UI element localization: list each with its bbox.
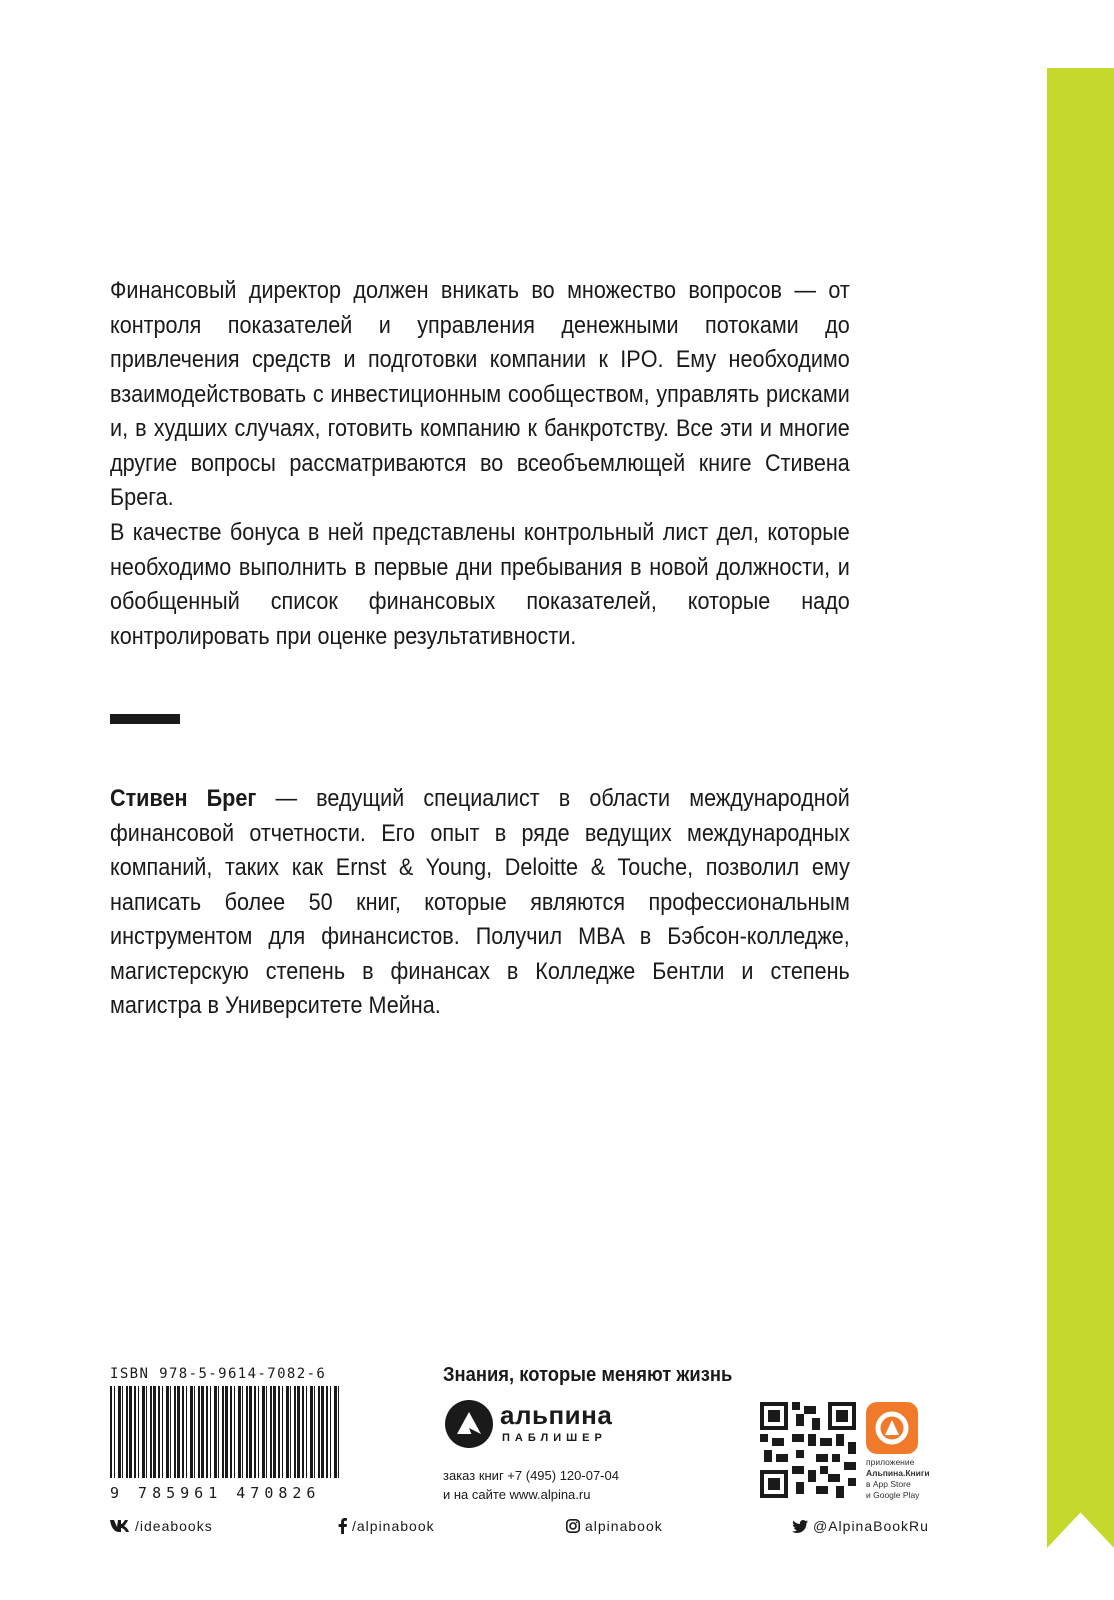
instagram-handle: alpinabook: [585, 1518, 663, 1534]
green-side-strip: [1047, 68, 1114, 1548]
twitter-handle: @AlpinaBookRu: [813, 1518, 929, 1534]
facebook-icon: [338, 1518, 347, 1534]
social-vk[interactable]: [110, 1518, 213, 1534]
social-instagram[interactable]: [566, 1518, 663, 1534]
order-website: и на сайте www.alpina.ru: [443, 1487, 591, 1502]
barcode: [110, 1386, 342, 1478]
author-bio-text: — ведущий специалист в области международной финансовой отчетности. Его опыт в ряде ведущих международных компаний, таких как Ernst & Young, Deloitte & Touche, позволил ему написать более 50 книг, которые являются профессиональным инструментом для финансистов. Получил MBA в Бэбсон-колледже, магистерскую степень в финансах в Колледже Бентли и степень магистра в Университете Мейна.: [110, 785, 850, 1019]
publisher-slogan: Знания, которые меняют жизнь: [443, 1364, 733, 1386]
section-divider: [110, 714, 180, 724]
vk-handle: /ideabooks: [135, 1518, 213, 1534]
order-phone: заказ книг +7 (495) 120-07-04: [443, 1468, 619, 1483]
social-twitter[interactable]: [792, 1518, 929, 1534]
app-icon: [866, 1402, 918, 1454]
publisher-subtitle: ПАБЛИШЕР: [502, 1432, 607, 1444]
alpina-logo-icon: [443, 1398, 495, 1450]
app-promo-line-2: Альпина.Книги: [866, 1468, 930, 1478]
social-facebook[interactable]: [338, 1518, 435, 1534]
app-promo-line-1: приложение: [866, 1457, 915, 1467]
twitter-icon: [792, 1520, 808, 1533]
author-name: Стивен Брег: [110, 785, 257, 812]
order-info: [443, 1466, 619, 1504]
description-paragraph-2: В качестве бонуса в ней представлены контрольный лист дел, которые необходимо выполнить в первые дни пребывания в новой должности, и обобщенный список финансовых показателей, которые надо контролировать при оценке результативности.: [110, 519, 850, 650]
facebook-handle: /alpinabook: [352, 1518, 435, 1534]
app-promo-line-3: в App Store: [866, 1479, 911, 1489]
vk-icon: [110, 1519, 130, 1533]
description-paragraph-1: Финансовый директор должен вникать во множество вопросов — от контроля показателей и управления денежными потоками до привлечения средств и подготовки компании к IPO. Ему необходимо взаимодействовать с инвестиционным сообществом, управлять рисками и, в худших случаях, готовить компанию к банкротству. Все эти и многие другие вопросы рассматриваются во всеобъемлющей книге Стивена Брега.: [110, 277, 850, 511]
app-promo-text: [866, 1457, 930, 1501]
instagram-icon: [566, 1519, 580, 1533]
isbn-label: ISBN 978-5-9614-7082-6: [110, 1366, 327, 1382]
publisher-name: альпина: [500, 1400, 613, 1430]
qr-code-icon: [760, 1402, 856, 1498]
author-bio: [110, 782, 850, 1024]
alpina-app-icon: [866, 1402, 918, 1454]
app-promo-line-4: и Google Play: [866, 1490, 920, 1500]
barcode-digits: 9 785961 470826: [110, 1484, 321, 1502]
